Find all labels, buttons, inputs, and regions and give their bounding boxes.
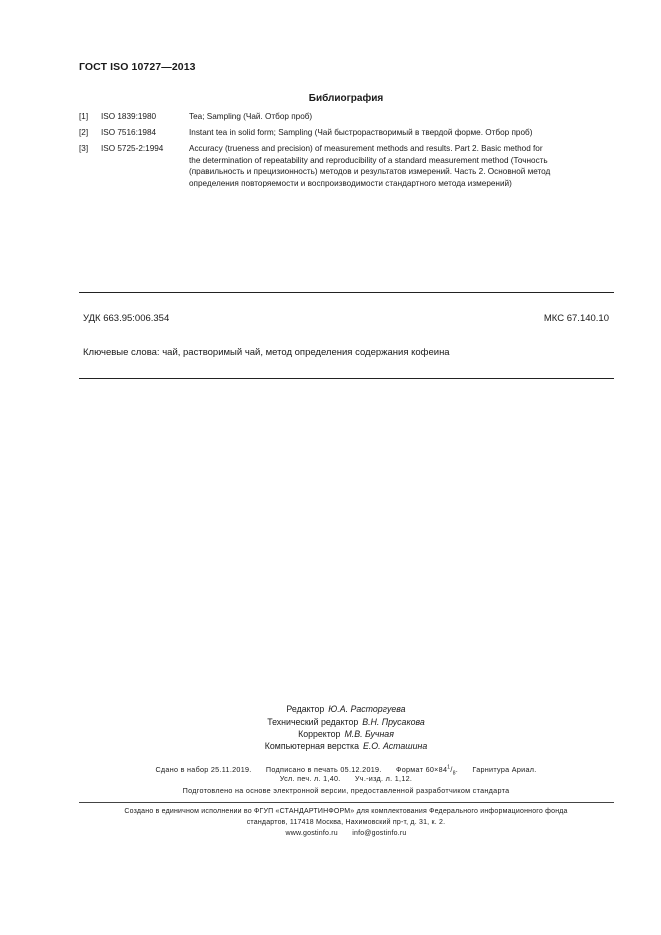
credit-line <box>0 728 661 741</box>
imprint-format: Формат $60\times 84^1/_8$. <box>395 765 459 777</box>
credit-role: Корректор <box>298 729 341 739</box>
credit-name: Е.О. Асташина <box>362 741 428 751</box>
credit-role: Технический редактор <box>267 717 359 727</box>
credit-line <box>0 716 661 729</box>
footer-contacts <box>0 828 661 840</box>
udk-code: УДК 663.95:006.354 <box>83 313 170 324</box>
entry-standard: ISO 5725-2:1994 <box>101 144 164 153</box>
format-fraction-numerator: 1 <box>447 765 451 771</box>
imprint-signed: Подписано в печать 05.12.2019. <box>265 765 382 775</box>
credit-line <box>0 703 661 716</box>
entry-standard: ISO 7516:1984 <box>101 128 157 137</box>
imprint-line <box>0 774 661 783</box>
entry-title-line: Accuracy (trueness and precision) of measurement methods and results. Part 2. Basic method for <box>189 144 543 153</box>
credit-name: Ю.А. Расторгуева <box>328 704 406 714</box>
entry-number: [1] <box>79 112 89 121</box>
divider-top <box>79 292 614 293</box>
footer-line-1: Создано в единичном исполнении во ФГУП «СТАНДАРТИНФОРМ» для комплектования Федерального информационного фонда <box>124 808 568 815</box>
imprint-prepared: Подготовлено на основе электронной версии, предоставленной разработчиком стандарта <box>182 786 510 795</box>
imprint-pages: Усл. печ. л. 1,40. <box>279 774 341 783</box>
credit-name: М.В. Бучная <box>344 729 394 739</box>
entry-number: [2] <box>79 128 89 137</box>
format-text: Формат 60×84 <box>395 765 448 775</box>
entry-title-line: the determination of repeatability and reproducibility of a standard measurement method (Точность <box>189 155 548 165</box>
document-id: ГОСТ ISO 10727—2013 <box>79 61 196 73</box>
credit-line <box>0 740 661 753</box>
mks-code: МКС 67.140.10 <box>543 313 609 324</box>
entry-title: Instant tea in solid form; Sampling (Чай быстрорастворимый в твердой форме. Отбор проб) <box>189 128 533 137</box>
website-link[interactable]: www.gostinfo.ru <box>285 830 338 837</box>
divider-bottom <box>79 378 614 379</box>
entry-standard: ISO 1839:1980 <box>101 112 157 121</box>
credit-role: Редактор <box>286 704 325 714</box>
format-fraction-denominator: 8 <box>452 770 456 777</box>
divider-footer <box>79 802 614 803</box>
credit-name: В.Н. Прусакова <box>362 717 425 727</box>
bibliography-entry <box>79 143 616 193</box>
keywords: Ключевые слова: чай, растворимый чай, метод определения содержания кофеина <box>83 347 450 358</box>
entry-number: [3] <box>79 144 89 153</box>
imprint-edition: Уч.-изд. л. 1,12. <box>354 774 413 783</box>
imprint-submitted: Сдано в набор 25.11.2019. <box>155 765 252 775</box>
bibliography-entry <box>79 127 616 139</box>
entry-title-line: (правильность и прецизионность) методов и результатов измерений. Часть 2. Основной метод <box>189 167 551 177</box>
credit-role: Компьютерная верстка <box>264 741 359 751</box>
entry-title <box>189 143 616 189</box>
entry-title-line: определения повторяемости и воспроизводимости стандартного метода измерений) <box>189 178 512 188</box>
bibliography-entry <box>79 111 616 123</box>
footer-line-2: стандартов, 117418 Москва, Нахимовский пр-т, д. 31, к. 2. <box>246 819 446 826</box>
imprint-font: Гарнитура Ариал. <box>472 765 537 775</box>
email-link[interactable]: info@gostinfo.ru <box>352 830 407 837</box>
bibliography-heading: Библиография <box>308 93 384 104</box>
entry-title: Tea; Sampling (Чай. Отбор проб) <box>189 112 313 121</box>
